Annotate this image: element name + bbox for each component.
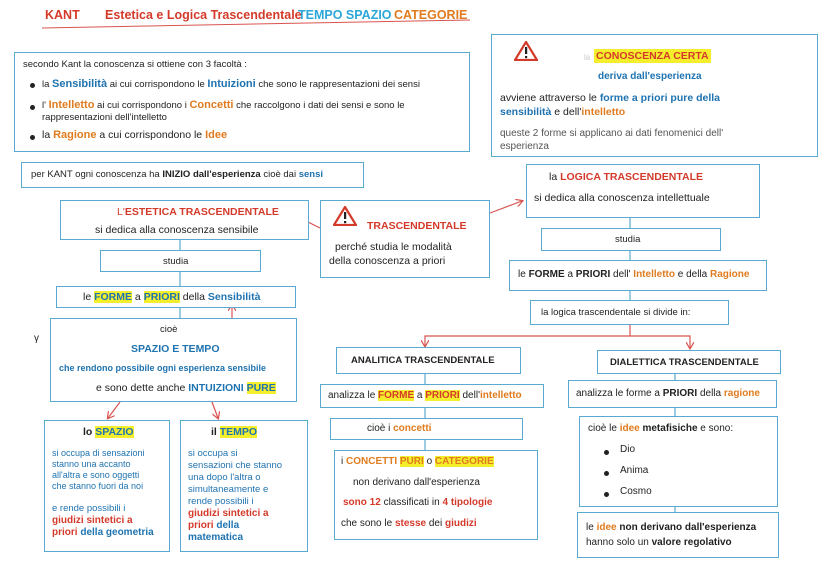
bullet [604, 492, 609, 497]
certain-line1: avviene attraverso le forme a priori pure della [500, 92, 721, 104]
arrow [212, 402, 218, 418]
logic-studia: studia [615, 234, 641, 245]
space-l5: e rende possibili i [52, 503, 126, 514]
experience-start-text: per KANT ogni conoscenza ha INIZIO dall'esperienza cioè dai sensi [31, 169, 324, 180]
time-l8: matematica [188, 532, 244, 543]
space-time-title: SPAZIO E TEMPO [131, 343, 220, 355]
space-l4: che stanno fuori da noi [52, 481, 144, 491]
idea-soul: Anima [620, 465, 649, 476]
categories-line3: sono 12 classificati in 4 tipologie [343, 497, 493, 508]
certain-knowledge-box [491, 34, 818, 157]
categories-line1: i CONCETTI PURI o CATEGORIE [341, 456, 494, 467]
time-l7: priori della [188, 520, 240, 531]
time-l6: giudizi sintetici a [188, 508, 269, 519]
analytic-concepts: cioè i concetti [367, 423, 432, 434]
transcendental-box [320, 200, 490, 278]
categories-line4: che sono le stesse dei giudizi [341, 518, 477, 529]
bullet [604, 471, 609, 476]
dialectic-desc-box [568, 380, 777, 408]
arrow [425, 325, 630, 346]
analytic-concepts-box [330, 418, 523, 440]
faculty-intellect-cont: rappresentazioni dell'intelletto [42, 112, 167, 123]
space-time-intuitions: e sono dette anche INTUIZIONI PURE [96, 382, 276, 394]
idea-god: Dio [620, 444, 636, 455]
aesthetic-title: L'ESTETICA TRASCENDENTALE [117, 206, 279, 218]
ideas-box [579, 416, 778, 507]
bullet [30, 105, 35, 110]
ideas-intro: cioè le idee metafisiche e sono: [588, 423, 734, 434]
logic-box [526, 164, 760, 218]
logic-studia-box [541, 228, 721, 251]
space-time-cioe: cioè [160, 324, 178, 335]
space-title: lo SPAZIO [83, 426, 134, 438]
certain-la: la [584, 53, 591, 62]
header-tempo-spazio: TEMPO SPAZIO [298, 8, 392, 22]
aesthetic-box [60, 200, 309, 240]
experience-start-box [21, 162, 364, 188]
header-title: Estetica e Logica Trascendentale [105, 8, 302, 22]
space-l2: stanno una accanto [52, 459, 131, 469]
categories-line2: non derivano dall'esperienza [353, 477, 480, 488]
analytic-desc: analizza le FORME a PRIORI dell'intelletto [328, 390, 522, 401]
faculty-sensibility: la Sensibilità ai cui corrispondono le Intuizioni che sono le rappresentazioni dei sensi [42, 78, 420, 90]
certain-line3: queste 2 forme si applicano ai dati fenomenici dell' [500, 128, 724, 139]
dialectic-desc: analizza le forme a PRIORI della ragione [576, 388, 760, 399]
time-l1: si occupa si [188, 448, 238, 459]
space-box [44, 420, 170, 552]
time-title: il TEMPO [211, 426, 258, 438]
transcendental-l1: perché studia le modalità [335, 241, 452, 253]
idea-cosmos: Cosmo [620, 486, 652, 497]
arrow [630, 336, 690, 348]
analytic-title-box [336, 347, 521, 374]
dialectic-title: DIALETTICA TRASCENDENTALE [610, 357, 759, 368]
certain-title: CONOSCENZA CERTA [596, 50, 709, 62]
header-kant: KANT [45, 8, 80, 22]
time-l4: simultaneamente e [188, 484, 269, 495]
certain-derived: deriva dall'esperienza [598, 71, 702, 82]
header-categorie: CATEGORIE [394, 8, 468, 22]
faculty-reason: la Ragione a cui corrispondono le Idee [42, 129, 228, 141]
time-l2: sensazioni che stanno [188, 460, 283, 471]
transcendental-title: TRASCENDENTALE [367, 220, 467, 232]
logic-desc: si dedica alla conoscenza intellettuale [534, 192, 710, 204]
certain-line2: sensibilità e dell'intelletto [500, 106, 626, 118]
categories-box [334, 450, 538, 540]
side-mark: γ [34, 333, 39, 344]
ideas-note-l2: hanno solo un valore regolativo [586, 537, 732, 548]
transcendental-l2: della conoscenza a priori [329, 255, 446, 267]
analytic-title: ANALITICA TRASCENDENTALE [351, 355, 495, 366]
aesthetic-desc: si dedica alla conoscenza sensibile [95, 224, 259, 236]
space-l6: giudizi sintetici a [52, 515, 133, 526]
space-l7: priori della geometria [52, 527, 154, 538]
divides-box [530, 300, 729, 325]
logic-title: la LOGICA TRASCENDENTALE [549, 171, 704, 183]
arrow [108, 402, 120, 418]
space-time-desc: che rendono possibile ogni esperienza sensibile [59, 363, 267, 373]
faculties-box [14, 52, 470, 152]
forms-sensibility-box [56, 286, 296, 308]
bullet [604, 450, 609, 455]
space-time-box [50, 318, 297, 402]
faculty-intellect: l' Intelletto ai cui corrispondono i Concetti che raccolgono i dati dei sensi e sono le [42, 99, 405, 111]
forms-intellect-text: le FORME a PRIORI dell' Intelletto e della Ragione [518, 269, 750, 280]
bullet [30, 83, 35, 88]
warning-icon [333, 206, 357, 226]
arrow [490, 201, 522, 213]
forms-intellect-box [509, 260, 767, 291]
aesthetic-studia-box [100, 250, 261, 272]
ideas-note-box [577, 512, 779, 558]
warning-icon [514, 41, 538, 61]
faculties-intro: secondo Kant la conoscenza si ottiene con 3 facoltà : [23, 59, 247, 70]
space-l1: si occupa di sensazioni [52, 448, 145, 458]
time-l3: una dopo l'altra o [188, 472, 261, 483]
aesthetic-studia: studia [163, 256, 189, 267]
analytic-desc-box [320, 384, 544, 408]
certain-line4: esperienza [500, 141, 549, 152]
bullet [30, 135, 35, 140]
space-l3: all'altra e sono oggetti [52, 470, 140, 480]
dialectic-title-box [597, 350, 781, 374]
time-box [180, 420, 308, 552]
time-l5: rende possibili i [188, 496, 254, 507]
divides-text: la logica trascendentale si divide in: [541, 307, 691, 318]
forms-sensibility-text: le FORME a PRIORI della Sensibilità [83, 291, 261, 303]
ideas-note-l1: le idee non derivano dall'esperienza [586, 522, 757, 533]
